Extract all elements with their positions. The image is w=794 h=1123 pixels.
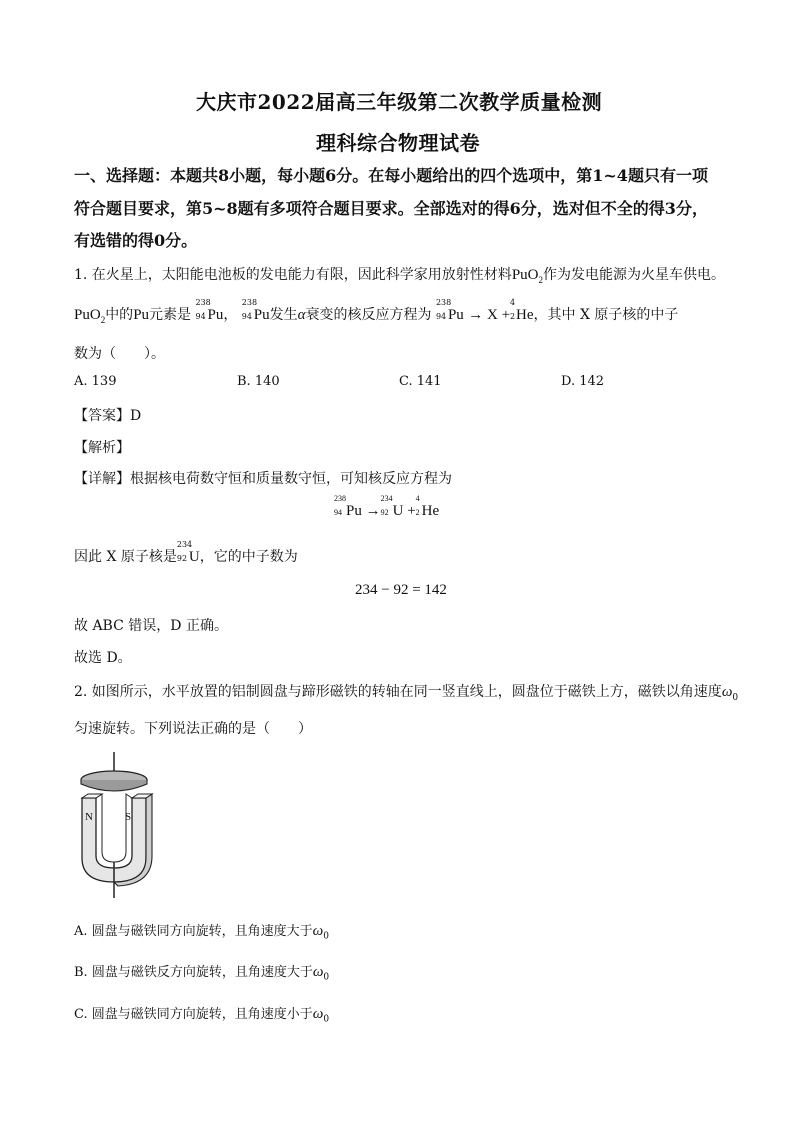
q1-conclusion: 故 ABC 错误，D 正确。: [74, 618, 228, 634]
q2-figure-magnet-disk: [74, 750, 164, 900]
q2-stem-line2: 匀速旋转。下列说法正确的是（ ）: [74, 721, 312, 737]
q1-option-c[interactable]: C. 141: [399, 374, 442, 389]
q1-option-d[interactable]: D. 142: [561, 374, 605, 389]
reaction-arrow-x: → X +: [468, 307, 511, 323]
q1-stem-line2: PuO$_2$中的Pu元素是 238 94 Pu， 238 94 Pu发生α衰变的核反应方程为 238 94 Pu → X + 4 2 He，其中 X 原子核的中子: [74, 298, 679, 325]
nuclide-pu-238-b: 238 94: [241, 298, 258, 321]
nuclide-u-234: 234 92: [176, 540, 193, 563]
q1-calculation: 234 − 92 = 142: [355, 582, 447, 598]
pole-s-label: S: [125, 811, 132, 823]
section-instructions-line2: 符合题目要求，第5~8题有多项符合题目要求。全部选对的得6分，选对但不全的得3分，: [74, 199, 708, 218]
section-instructions-line3: 有选错的得0分。: [74, 231, 198, 250]
q2-option-a[interactable]: A. 圆盘与磁铁同方向旋转，且角速度大于$\omega_0$: [74, 923, 329, 942]
q1-text-a: 1. 在火星上，太阳能电池板的发电能力有限，因此科学家用放射性材料: [74, 267, 512, 283]
q1-choice: 故选 D。: [74, 650, 132, 666]
q1-answer: 【答案】D: [74, 408, 142, 424]
pole-n-label: N: [85, 811, 93, 823]
q1-text-b: 作为发电能源为火星车供电。: [543, 267, 725, 283]
section-instructions-line1: 一、选择题：本题共8小题，每小题6分。在每小题给出的四个选项中，第1~4题只有一项: [74, 166, 708, 185]
q2-option-c[interactable]: C. 圆盘与磁铁同方向旋转，且角速度小于$\omega_0$: [74, 1006, 330, 1025]
q1-stem-line1: [74, 264, 725, 285]
q1-detail: 【详解】根据核电荷数守恒和质量数守恒，可知核反应方程为: [74, 471, 452, 487]
nuclide-pu-238-c: 238 94: [435, 298, 452, 321]
q2-option-b[interactable]: B. 圆盘与磁铁反方向旋转，且角速度大于$\omega_0$: [74, 964, 330, 983]
q2-stem-line1: 2. 如图所示，水平放置的铝制圆盘与蹄形磁铁的转轴在同一竖直线上，圆盘位于磁铁上方，磁铁以角速度$\omega_0$: [74, 684, 739, 703]
q1-thus-line: 因此 X 原子核是 234 92 U，它的中子数为: [74, 540, 298, 565]
q1-option-a[interactable]: A. 139: [74, 374, 117, 389]
q1-puo2: PuO$_2$: [511, 267, 543, 285]
nuclide-he-4: 4 2: [510, 298, 516, 321]
q1-option-b[interactable]: B. 140: [237, 374, 280, 389]
nuclide-pu-238: 238 94: [195, 298, 211, 321]
q1-stem-line3: 数为（ ）。: [74, 346, 165, 362]
page-subtitle: 理科综合物理试卷: [316, 131, 480, 155]
q1-reaction-equation: 238 94 Pu → 234 92 U + 4 2 He: [334, 494, 440, 519]
page-title: 大庆市2022届高三年级第二次教学质量检测: [196, 90, 603, 114]
q1-analysis-label: 【解析】: [74, 440, 130, 456]
q1-puo2-2: PuO$_2$: [74, 307, 106, 325]
